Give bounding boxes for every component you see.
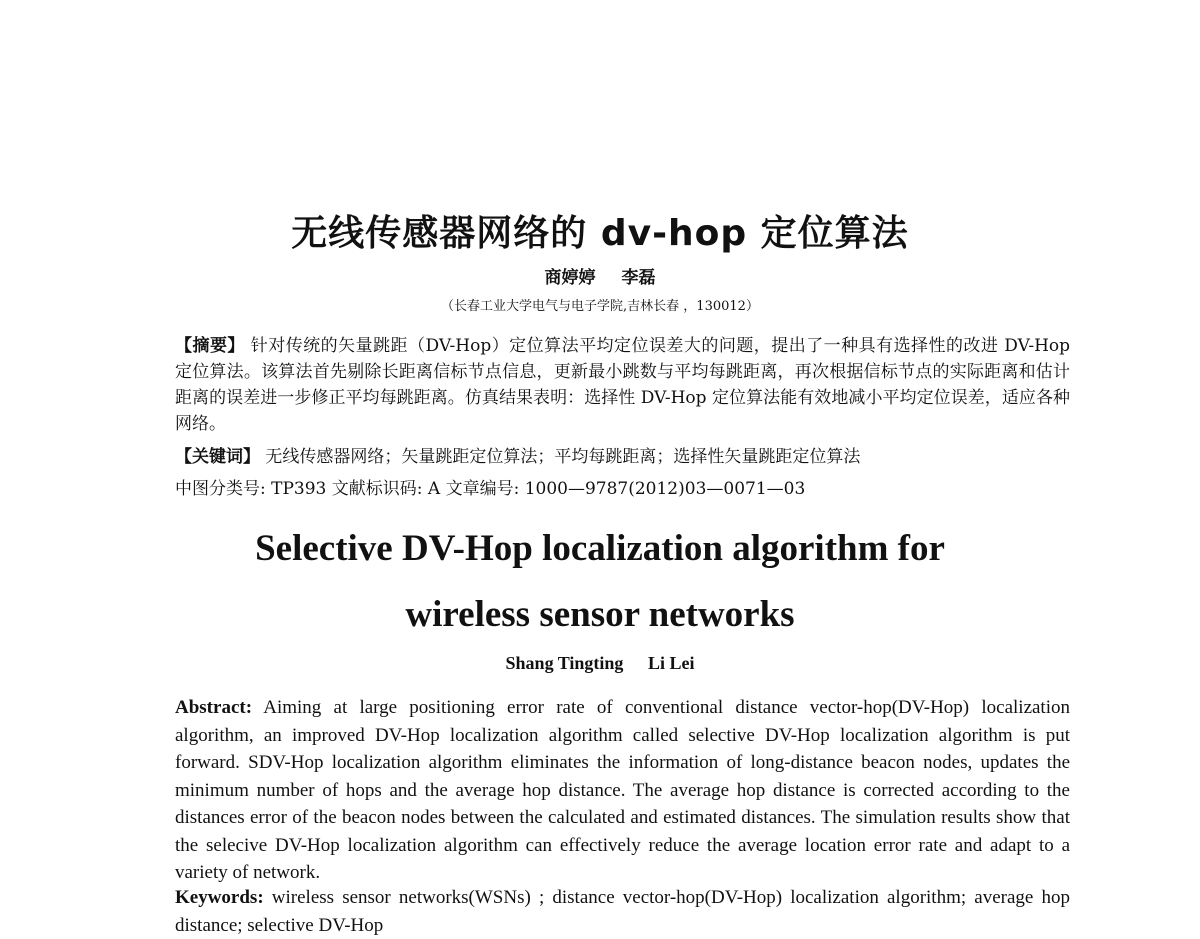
chinese-abstract-text: 针对传统的矢量跳距（DV-Hop）定位算法平均定位误差大的问题，提出了一种具有选择性的改进 DV-Hop 定位算法。该算法首先剔除长距离信标节点信息，更新最小跳数与平均每跳距离，再次根据信标节点的实际距离和估计距离的误差进一步修正平均每跳距离。仿真结果表明：选择性 DV-Hop 定位算法能有效地减小平均定位误差，适应各种网络。 [175,336,1071,434]
chinese-keywords [175,444,1070,470]
english-abstract [175,694,1070,887]
chinese-affiliation: （长春工业大学电气与电子学院,吉林长春 ，130012） [441,299,759,314]
english-abstract-label: Abstract: [175,697,253,718]
english-title-line-1: Selective DV-Hop localization algorithm for [255,528,945,569]
english-keywords [175,884,1070,939]
chinese-keywords-label: 【关键词】 [175,447,260,467]
english-abstract-text: Aiming at large positioning error rate of conventional distance vector-hop(DV-Hop) localization algorithm, an improved DV-Hop localization algorithm called selective DV-Hop localization algorithm is put forward. SDV-Hop localization algorithm eliminates the information of long-distance beacon nodes, updates the minimum number of hops and the average hop distance. The average hop distance is corrected according to the distances error of the beacon nodes between the calculated and estimated distances. The simulation results show that the selecive DV-Hop localization algorithm can effectively reduce the average location error rate and adapt to a variety of network. [175,697,1070,883]
chinese-title: 无线传感器网络的 dv-hop 定位算法 [291,213,909,254]
chinese-author: 商婷婷 [544,268,596,288]
english-title-line-2: wireless sensor networks [405,594,795,635]
classification-line: 中图分类号: TP393 文献标识码: A 文章编号: 1000—9787(2012)03—0071—03 [175,479,806,499]
chinese-keywords-text: 无线传感器网络；矢量跳距定位算法；平均每跳距离；选择性矢量跳距定位算法 [265,447,861,467]
chinese-authors [0,263,1200,288]
english-keywords-label: Keywords: [175,887,264,908]
english-keywords-text: wireless sensor networks(WSNs) ; distance vector-hop(DV-Hop) localization algorithm; average hop distance; selective DV-Hop [175,887,1070,936]
chinese-abstract-label: 【摘要】 [175,336,245,356]
english-authors [0,653,1200,674]
chinese-abstract [175,333,1070,437]
english-author: Li Lei [647,653,695,673]
chinese-author: 李磊 [621,268,656,288]
english-author: Shang Tingting [505,653,624,673]
